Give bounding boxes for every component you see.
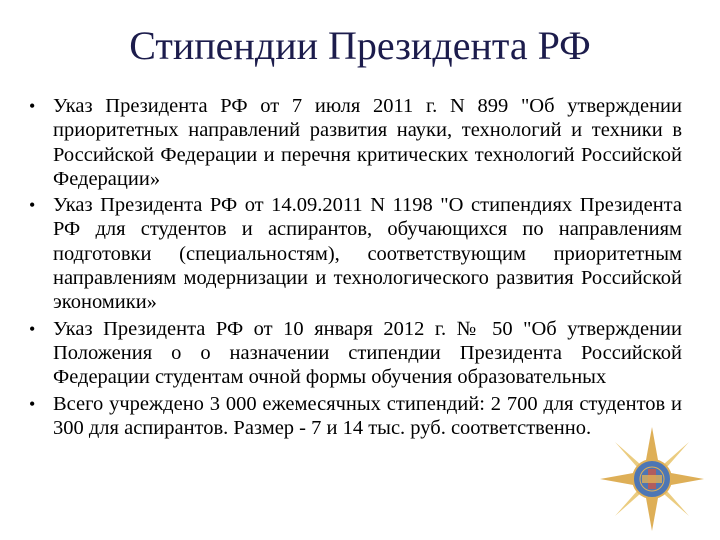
bullet-item-1 <box>26 94 682 191</box>
bullet-item-3 <box>26 317 682 390</box>
bullet-text: Указ Президента РФ от 14.09.2011 N 1198 "О стипендиях Президента РФ для студентов и аспирантов, обучающихся по направлениям подготовки (специальностям), соответствующим приоритетным направлениям модернизации и технологического развития Российской экономики» <box>53 194 682 314</box>
emblem-point-nw <box>615 442 652 479</box>
bullet-text: Указ Президента РФ от 10 января 2012 г. № 50 "Об утверждении Положения о о назначении стипендии Президента Российской Федерации студентам очной формы обучения образовательных <box>53 317 682 389</box>
bullet-marker: • <box>29 96 36 116</box>
bullet-item-2 <box>26 193 682 314</box>
emblem-point-ne <box>652 442 689 479</box>
emblem-inner-ring <box>640 467 664 491</box>
emblem-point-se <box>652 479 689 516</box>
emblem-point-south <box>644 479 660 531</box>
emblem-red-accent <box>648 469 656 489</box>
bullet-marker: • <box>29 195 36 216</box>
bullet-text: Указ Президента РФ от 7 июля 2011 г. N 899 "Об утверждении приоритетных направлений развития науки, технологий и техники в Российской Федерации и перечня критических технологий Российской Федерации» <box>53 95 682 190</box>
emblem-point-west <box>600 471 652 487</box>
emblem-point-sw <box>615 479 652 516</box>
emblem-point-east <box>652 471 704 487</box>
emblem-center-disc <box>633 460 671 498</box>
bullet-list <box>26 94 682 442</box>
bullet-item-4 <box>26 392 682 441</box>
bullet-text: Всего учреждено 3 000 ежемесячных стипендий: 2 700 для студентов и 300 для аспирантов. Размер - 7 и 14 тыс. руб. соответственно. <box>53 392 682 439</box>
bullet-marker: • <box>29 318 36 339</box>
bullet-marker: • <box>29 393 36 414</box>
slide-title: Стипендии Президента РФ <box>129 23 591 68</box>
emblem-gold-accent <box>642 475 662 483</box>
